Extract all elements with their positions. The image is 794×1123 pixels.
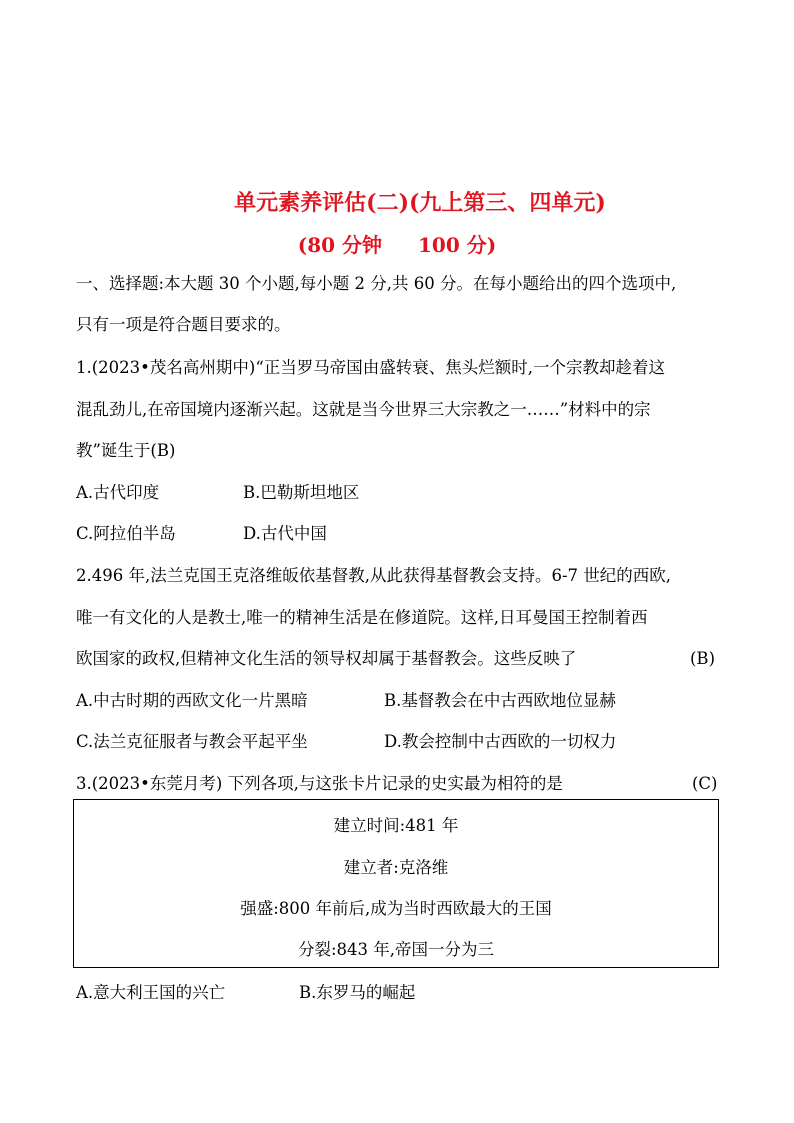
section-instruction-line-1: 一、选择题:本大题 30 个小题,每小题 2 分,共 60 分。在每小题给出的四个选项中, <box>76 274 677 293</box>
q2-option-a: A.中古时期的西欧文化一片黑暗 <box>76 691 308 710</box>
q2-stem-line-3: 欧国家的政权,但精神文化生活的领导权却属于基督教会。这些反映了 <box>76 649 577 668</box>
q2-stem-line-2: 唯一有文化的人是教士,唯一的精神生活是在修道院。这样,日耳曼国王控制着西 <box>76 608 648 627</box>
exam-duration: (80 分钟 <box>297 233 383 257</box>
q1-stem-line-3: 教”诞生于(B) <box>76 441 176 460</box>
card-founding-time: 建立时间:481 年 <box>333 816 459 835</box>
section-instruction-line-2: 只有一项是符合题目要求的。 <box>76 315 291 334</box>
q3-option-a: A.意大利王国的兴亡 <box>76 983 226 1002</box>
q2-option-b: B.基督教会在中古西欧地位显赫 <box>384 691 616 710</box>
q2-option-c: C.法兰克征服者与教会平起平坐 <box>76 732 308 751</box>
q3-stem: 3.(2023•东莞月考) 下列各项,与这张卡片记录的史实最为相符的是 <box>76 774 563 793</box>
q1-stem-line-2: 混乱劲儿,在帝国境内逐渐兴起。这就是当今世界三大宗教之一……”材料中的宗 <box>76 400 651 419</box>
q1-option-b: B.巴勒斯坦地区 <box>243 483 360 502</box>
q1-option-a: A.古代印度 <box>76 483 160 502</box>
q2-answer: (B) <box>690 649 715 668</box>
q1-option-c: C.阿拉伯半岛 <box>76 524 176 543</box>
q1-option-d: D.古代中国 <box>243 524 327 543</box>
q2-option-d: D.教会控制中古西欧的一切权力 <box>384 732 617 751</box>
q3-answer: (C) <box>692 774 718 793</box>
page-title: 单元素养评估(二)(九上第三、四单元) <box>234 190 606 216</box>
history-card <box>73 799 719 968</box>
exam-total-score: 100 分) <box>418 233 497 257</box>
q2-stem-line-1: 2.496 年,法兰克国王克洛维皈依基督教,从此获得基督教会支持。6-7 世纪的西欧, <box>76 566 672 585</box>
card-peak: 强盛:800 年前后,成为当时西欧最大的王国 <box>240 899 552 918</box>
q3-option-b: B.东罗马的崛起 <box>299 983 416 1002</box>
q1-stem-line-1: 1.(2023•茂名高州期中)“正当罗马帝国由盛转衰、焦头烂额时,一个宗教却趁着这 <box>76 358 666 377</box>
page-subtitle <box>0 229 794 258</box>
card-founder: 建立者:克洛维 <box>343 858 449 877</box>
card-split: 分裂:843 年,帝国一分为三 <box>297 940 495 959</box>
